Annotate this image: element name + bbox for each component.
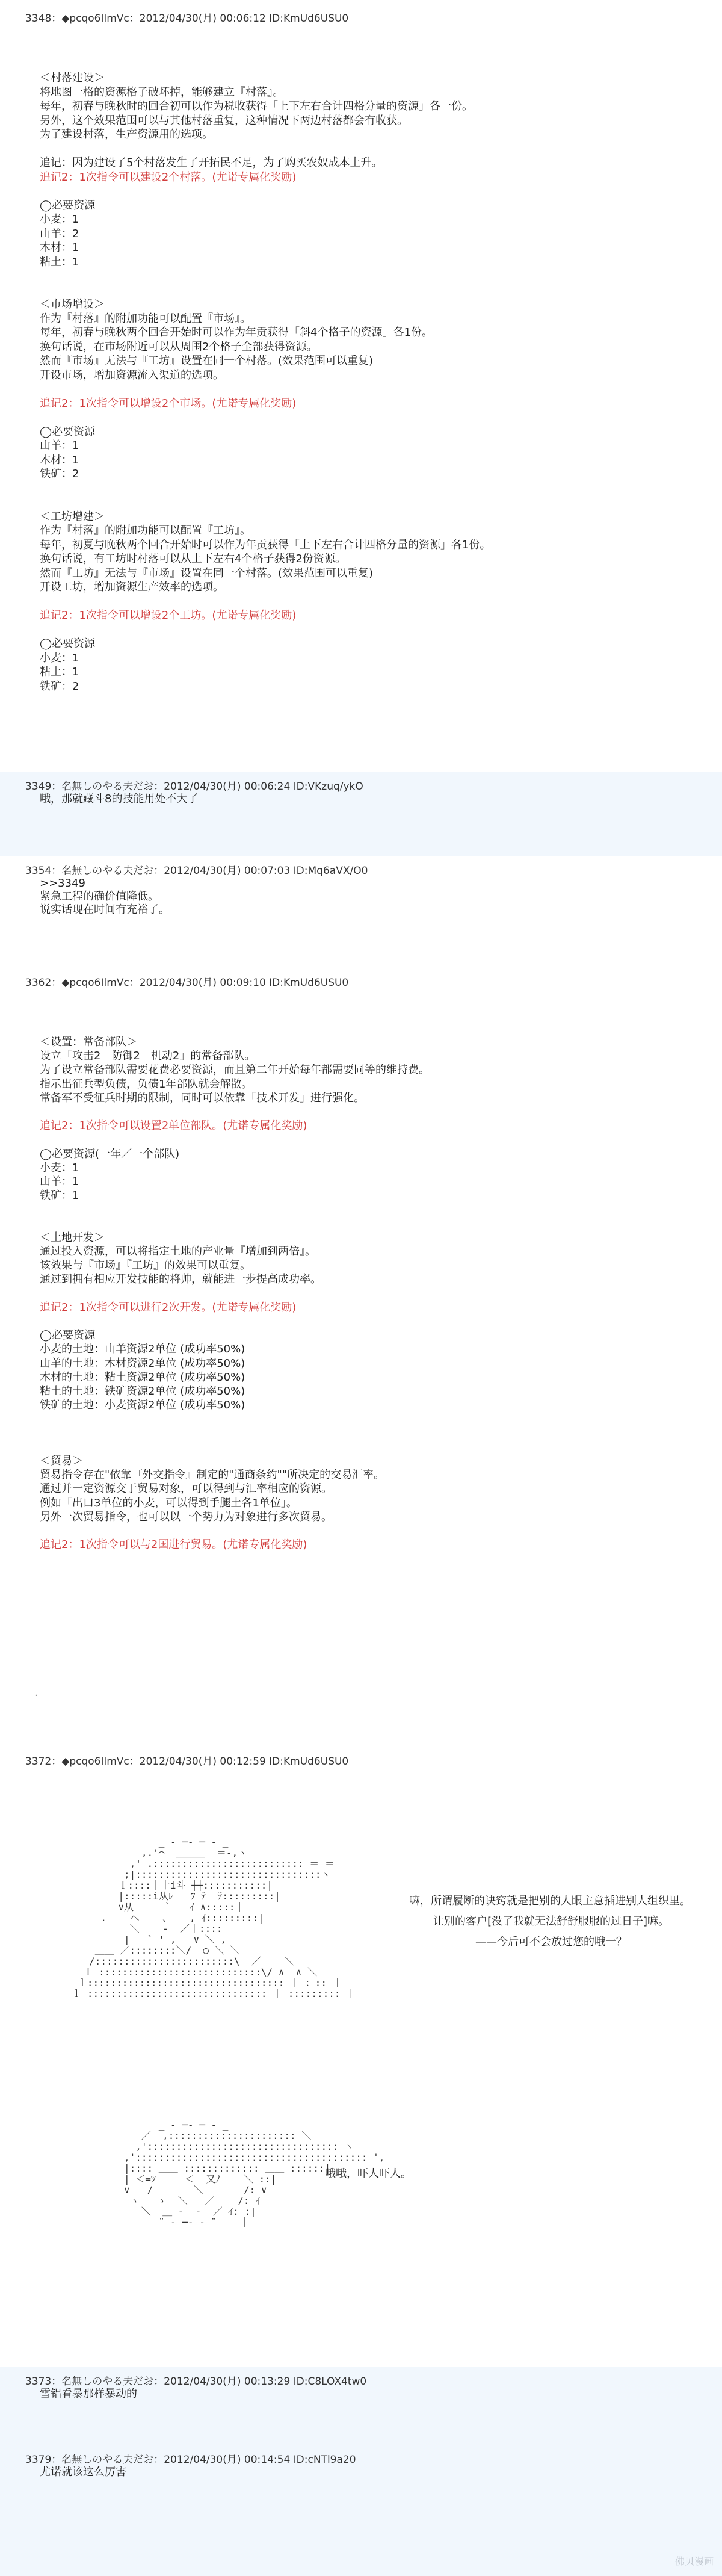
body-line: 小麦：1 (40, 213, 79, 226)
body-line: 贸易指令存在"依靠『外交指令』制定的"通商条约""所决定的交易汇率。 (40, 1469, 385, 1482)
body-line: ＜工坊增建＞ (40, 510, 105, 523)
ascii-line: ＿＿ ／::::::::＼/ ○ ＼ ＼ (60, 1945, 240, 1956)
body-line: 常备军不受征兵时期的限制，同时可以依靠「技术开发」进行强化。 (40, 1091, 365, 1104)
body-line: 为了设立常备部队需要花费必要资源，而且第二年开始每年都需要同等的维持费。 (40, 1064, 430, 1077)
post-header: 3354：名無しのやる夫だお：2012/04/30(月) 00:07:03 ID:Mq6aVX/O0 (25, 865, 368, 877)
body-line: 山羊的土地：木材资源2单位 (成功率50%) (40, 1357, 245, 1370)
ascii-art-dialogue (409, 1891, 691, 1952)
ascii-line: ＼ - ／｜::::｜ (60, 1923, 232, 1934)
body-line: 作为『村落』的附加功能可以配置『工坊』。 (40, 524, 251, 537)
body-line: 通过并一定资源交于贸易对象，可以得到与汇率相应的资源。 (40, 1482, 332, 1496)
ascii-art-dialogue (325, 2168, 412, 2180)
post-header: 3379：名無しのやる夫だお：2012/04/30(月) 00:14:54 ID:cNTl9a20 (25, 2454, 356, 2466)
ascii-line: ,' .:::::::::::::::::::::::::: ＝ ＝ (60, 1858, 335, 1869)
ascii-line: ¨ ‐ ─‐ ‐ ¨ ｜ (60, 2217, 250, 2228)
body-line: 追记：因为建设了5个村落发生了开拓民不足，为了购买农奴成本上升。 (40, 156, 383, 169)
body-line: 每年，初夏与晚秋两个回合开始时可以作为年贡获得「上下左右合计四格分量的资源」各1份。 (40, 538, 491, 551)
ascii-line: ＼ ＿_- ‐ ／ ｲ: :| (60, 2206, 256, 2217)
body-line: 说实话现在时间有充裕了。 (40, 903, 170, 916)
body-line: 追记2：1次指令可以增设2个工坊。(尤诺专属化奖励) (40, 609, 297, 622)
body-line: 另外一次贸易指令，也可以以一个势力为对象进行多次贸易。 (40, 1510, 332, 1523)
body-line: 粘土的土地：铁矿资源2单位 (成功率50%) (40, 1385, 245, 1398)
body-line: 追记2：1次指令可以建设2个村落。(尤诺专属化奖励) (40, 170, 297, 184)
body-line: 例如「出口3单位的小麦，可以得到手腿土各1单位」。 (40, 1496, 297, 1509)
body-line: 山羊：1 (40, 1175, 79, 1188)
body-line: 铁矿的土地：小麦资源2单位 (成功率50%) (40, 1399, 245, 1412)
body-line: ◯必要资源 (40, 1329, 96, 1342)
body-line: ＜村落建设＞ (40, 72, 105, 84)
dialogue-line: 让别的客户[没了我就无法舒舒服服的过日子]嘛。 (433, 1915, 670, 1928)
body-line: 木材的土地：粘土资源2单位 (成功率50%) (40, 1370, 245, 1384)
ascii-line: | ` ' , ∨ ＼ , (60, 1934, 227, 1945)
dialogue-line: ——今后可不会放过您的哦一？ (475, 1936, 627, 1948)
body-line: 山羊：1 (40, 439, 79, 452)
ascii-line: |:::: ＿＿ ::::::::::::: ＿＿ ::::::| (60, 2163, 331, 2174)
ascii-line: _ ‐ ─‐ ─ ‐ _ (60, 1836, 229, 1848)
post-header: 3373：名無しのやる夫だお：2012/04/30(月) 00:13:29 ID:C8LOX4tw0 (25, 2376, 367, 2388)
body-line: 木材：1 (40, 241, 79, 254)
body-line: ◯必要资源 (40, 637, 96, 650)
body-line: 铁矿：2 (40, 468, 79, 480)
body-line: 将地图一格的资源格子破坏掉，能够建立『村落』。 (40, 85, 283, 99)
body-line: ＜贸易＞ (40, 1455, 83, 1467)
ascii-line: ;|::::::::::::::::::::::::::::::::ヽ (60, 1869, 331, 1880)
body-line: 作为『村落』的附加功能可以配置『市场』。 (40, 312, 251, 325)
body-line: ＜土地开发＞ (40, 1231, 105, 1244)
post-header: 3349：名無しのやる夫だお：2012/04/30(月) 00:06:24 ID:VKzuq/ykO (25, 781, 363, 793)
body-line: 小麦：1 (40, 1161, 79, 1174)
body-line: 每年，初春与晚秋时的回合初可以作为税收获得「上下左右合计四格分量的资源」各一份。 (40, 100, 473, 113)
ascii-line: ,':::::::::::::::::::::::::::::::::::::::: ', (60, 2152, 385, 2163)
body-line: 铁矿：1 (40, 1189, 79, 1203)
ascii-line: _ ‐ ─‐ ─ ‐ _ (60, 2119, 229, 2131)
body-line: 开设工坊，增加资源生产效率的选项。 (40, 581, 224, 593)
body-line: 换句话说，有工坊时村落可以从上下左右4个格子获得2份资源。 (40, 553, 346, 565)
body-line: >>3349 (40, 877, 85, 890)
body-line: 通过投入资源，可以将指定土地的产业量『增加到两倍』。 (40, 1245, 316, 1258)
body-line: ◯必要资源(一年／一个部队) (40, 1147, 180, 1160)
body-line: 每年，初春与晚秋两个回合开始时可以作为年贡获得「斜4个格子的资源」各1份。 (40, 326, 433, 339)
post-3354 (0, 856, 722, 964)
body-line: 然而『工坊』无法与『市场』设置在同一个村落。(效果范围可以重复) (40, 566, 374, 580)
body-line: ＜设置：常备部队＞ (40, 1036, 137, 1048)
ascii-line: ,'::::::::::::::::::::::::::::::::: ヽ (60, 2141, 354, 2152)
body-line: 通过到拥有相应开发技能的将帅，就能进一步提高成功率。 (40, 1273, 321, 1286)
ascii-line: /::::::::::::::::::::::::\ ／ ＼ (60, 1955, 294, 1967)
post-header: 3372：◆pcqo6IlmVc：2012/04/30(月) 00:12:59 ID:KmUd6USU0 (25, 1756, 349, 1768)
divider-dot: . (35, 1686, 39, 1699)
ascii-line: ／ ,:::::::::::::::::::::: ＼ (60, 2130, 312, 2141)
body-line: 哦，那就藏斗8的技能用处不大了 (40, 793, 199, 805)
ascii-line: ∨ / ＼ /: ∨ (60, 2184, 267, 2196)
post-3362 (0, 964, 722, 1747)
post-3348 (0, 0, 722, 772)
ascii-line: ｌ ::::::::::::::::::::::::::::\/ ∧ ∧ ＼ (60, 1966, 317, 1978)
body-line: 山羊：2 (40, 227, 79, 240)
body-line: 尤诺就该这么厉害 (40, 2466, 126, 2478)
ascii-line: ∨从 ｀ ｲ ∧:::::｜ (60, 1901, 245, 1913)
body-line: 紧急工程的确价值降低。 (40, 890, 159, 903)
body-line: 设立「攻击2 防御2 机动2」的常备部队。 (40, 1050, 256, 1063)
body-line: 换句话说，在市场附近可以从周围2个格子全部获得资源。 (40, 340, 318, 353)
body-line: ＜市场增设＞ (40, 298, 105, 311)
post-3372 (0, 1747, 722, 2367)
ascii-line: | ＜=ﾂ ＜ 又ﾉ ＼ ::| (60, 2173, 277, 2185)
body-line: 小麦的土地：山羊资源2单位 (成功率50%) (40, 1343, 245, 1356)
body-line: 追记2：1次指令可以与2国进行贸易。(尤诺专属化奖励) (40, 1538, 307, 1552)
ascii-line: ヽ ゝ ＼ ／ /: ｲ (60, 2195, 261, 2206)
ascii-line: ｌ ::::::::::::::::::::::::::::::: ｜ ::::::::: ｜ (60, 1988, 356, 1999)
body-line: 粘土：1 (40, 255, 79, 268)
body-line: 另外，这个效果范围可以与其他村落重复，这种情况下两边村落都会有收获。 (40, 114, 408, 127)
ascii-art-character (60, 1837, 356, 1999)
body-line: 粘土：1 (40, 666, 79, 678)
body-line: 该效果与『市场』『工坊』的效果可以重复。 (40, 1259, 251, 1272)
post-3349 (0, 772, 722, 856)
ascii-line: . ヘ 、 , ｲ:::::::::| (60, 1912, 264, 1924)
body-line: ◯必要资源 (40, 199, 96, 212)
body-line: 指示出征兵型负债，负债1年部队就会解散。 (40, 1077, 253, 1091)
watermark: 佛贝漫画 (674, 2556, 714, 2567)
ascii-line: ｌ:::::::::::::::::::::::::::::::::: ｜ ：:: ｜ (60, 1977, 342, 1989)
post-header: 3348：◆pcqo6IlmVc：2012/04/30(月) 00:06:12 ID:KmUd6USU0 (25, 13, 349, 25)
body-line: 小麦：1 (40, 651, 79, 664)
body-line: 开设市场，增加资源流入渠道的选项。 (40, 368, 224, 382)
body-line: 为了建设村落，生产资源用的选项。 (40, 128, 213, 141)
ascii-line: ｌ::::｜十i斗 ┼┼:::::::::::| (60, 1880, 273, 1891)
body-line: 追记2：1次指令可以增设2个市场。(尤诺专属化奖励) (40, 397, 297, 410)
post-header: 3362：◆pcqo6IlmVc：2012/04/30(月) 00:09:10 ID:KmUd6USU0 (25, 977, 349, 989)
body-line: 追记2：1次指令可以设置2单位部队。(尤诺专属化奖励) (40, 1119, 307, 1133)
body-line: 然而『市场』无法与『工坊』设置在同一个村落。(效果范围可以重复) (40, 355, 374, 367)
body-line: 雪铝看暴那样暴动的 (40, 2388, 137, 2400)
post-3373 (0, 2367, 722, 2445)
ascii-line: |:::::i从ﾚ ﾌ ﾃ ﾃ:::::::::| (60, 1890, 280, 1902)
dialogue-line: 嘛，所谓履断的诀窍就是把别的人眼主意插进别人组织里。 (409, 1895, 691, 1907)
body-line: 追记2：1次指令可以进行2次开发。(尤诺专属化奖励) (40, 1301, 297, 1314)
post-3379 (0, 2445, 722, 2576)
body-line: 木材：1 (40, 453, 79, 466)
ascii-line: ,.'⌒ ＿＿＿ ＝-,ヽ (60, 1847, 248, 1859)
dialogue-line: 哦哦，吓人吓人。 (325, 2167, 412, 2180)
body-line: ◯必要资源 (40, 425, 96, 438)
body-line: 铁矿：2 (40, 680, 79, 693)
